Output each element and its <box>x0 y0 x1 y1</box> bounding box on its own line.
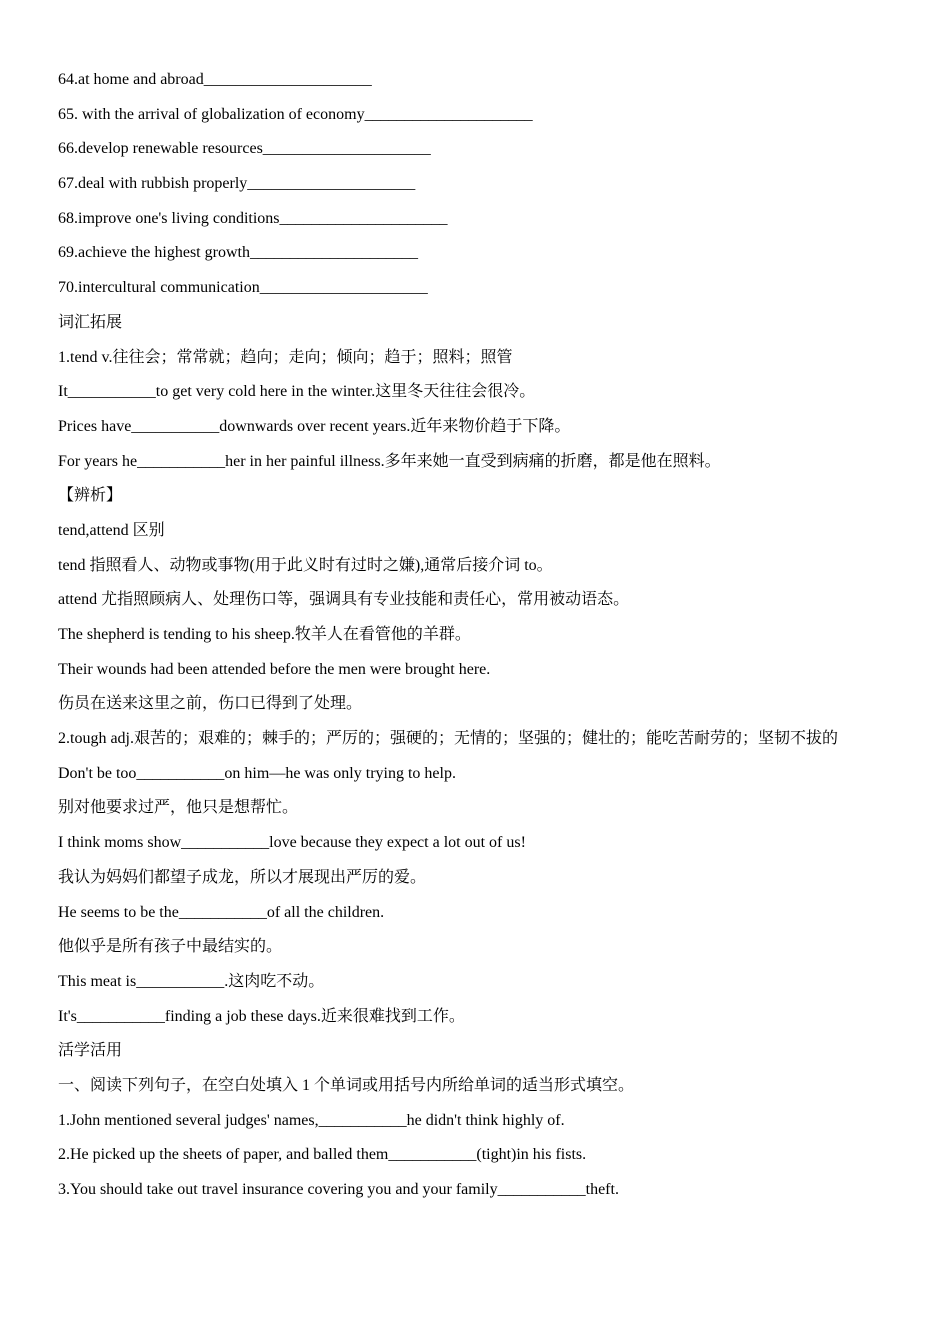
exercise-item: 2.He picked up the sheets of paper, and balled them___________(tight)in his fists. <box>58 1146 587 1164</box>
document-page <box>58 66 938 1211</box>
section-heading: 词汇拓展 <box>58 313 123 331</box>
text-line: The shepherd is tending to his sheep.牧羊人在看管他的羊群。 <box>58 626 471 643</box>
text-line: 伤员在送来这里之前，伤口已得到了处理。 <box>58 695 363 713</box>
section-heading: 【辨析】 <box>58 487 123 505</box>
text-line: 别对他要求过严，他只是想帮忙。 <box>58 799 299 817</box>
text-line: It's___________finding a job these days.近来很难找到工作。 <box>58 1007 465 1025</box>
text-line: 65. with the arrival of globalization of economy_____________________ <box>58 105 533 123</box>
instruction-line: 一、阅读下列句子，在空白处填入 1 个单词或用括号内所给单词的适当形式填空。 <box>58 1076 635 1094</box>
text-line: 2.tough adj.艰苦的；艰难的；棘手的；严厉的；强硬的；无情的；坚强的；健壮的；能吃苦耐劳的；坚韧不拔的 <box>58 730 838 748</box>
text-line: attend 尤指照顾病人、处理伤口等，强调具有专业技能和责任心，常用被动语态。 <box>58 591 630 609</box>
text-line: 70.intercultural communication_____________________ <box>58 279 428 297</box>
text-line: 69.achieve the highest growth_____________________ <box>58 244 418 262</box>
section-heading: 活学活用 <box>58 1042 123 1060</box>
text-line: 64.at home and abroad_____________________ <box>58 71 372 88</box>
text-line: 他似乎是所有孩子中最结实的。 <box>58 938 283 956</box>
exercise-item: 1.John mentioned several judges' names,___________he didn't think highly of. <box>58 1111 565 1129</box>
text-line: I think moms show___________love because they expect a lot out of us! <box>58 834 526 852</box>
text-line: 68.improve one's living conditions_____________________ <box>58 209 448 227</box>
text-line: Prices have___________downwards over recent years.近年来物价趋于下降。 <box>58 417 571 435</box>
text-line: For years he___________her in her painful illness.多年来她一直受到病痛的折磨，都是他在照料。 <box>58 452 721 470</box>
text-line: It___________to get very cold here in the winter.这里冬天往往会很冷。 <box>58 383 536 401</box>
text-line: 67.deal with rubbish properly_____________________ <box>58 175 416 193</box>
text-line: tend 指照看人、动物或事物(用于此义时有过时之嫌),通常后接介词 to。 <box>58 556 553 574</box>
exercise-item: 3.You should take out travel insurance covering you and your family___________theft. <box>58 1181 619 1198</box>
text-line: Their wounds had been attended before the men were brought here. <box>58 660 491 678</box>
text-line: Don't be too___________on him—he was only trying to help. <box>58 764 456 782</box>
text-line: tend,attend 区别 <box>58 521 165 539</box>
text-line: 1.tend v.往往会；常常就；趋向；走向；倾向；趋于；照料；照管 <box>58 348 513 366</box>
text-line: He seems to be the___________of all the children. <box>58 903 385 921</box>
text-line: 我认为妈妈们都望子成龙，所以才展现出严厉的爱。 <box>58 868 427 886</box>
text-line: This meat is___________.这肉吃不动。 <box>58 972 325 990</box>
text-line: 66.develop renewable resources_____________________ <box>58 140 431 158</box>
